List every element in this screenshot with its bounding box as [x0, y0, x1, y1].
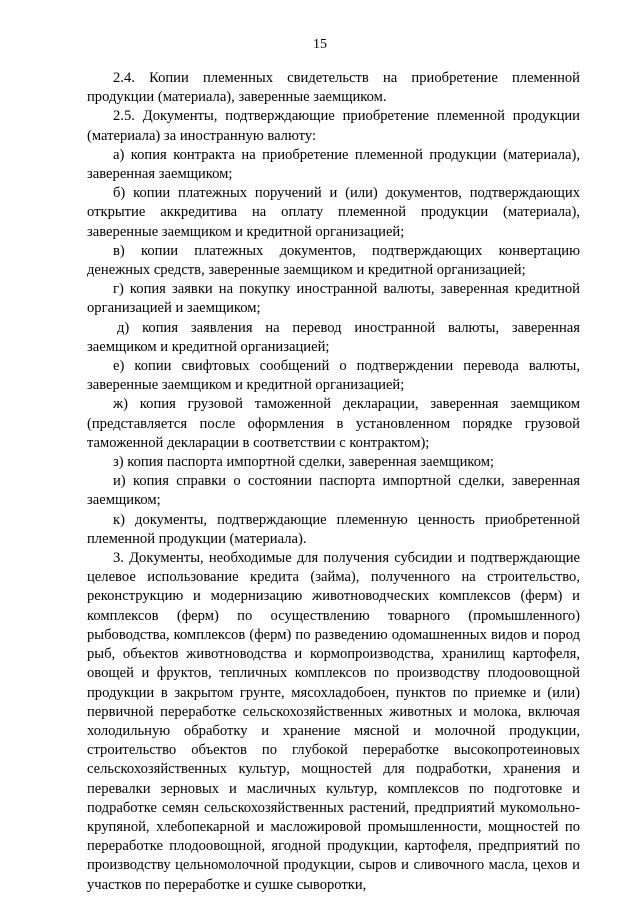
paragraph-2-4: 2.4. Копии племенных свидетельств на приобретение племенной продукции (материала), заверенные заемщиком.: [87, 70, 580, 106]
list-item-i: и) копия справки о состоянии паспорта импортной сделки, заверенная заемщиком;: [87, 473, 580, 509]
list-item-d: д) копия заявления на перевод иностранной валюты, заверенная заемщиком и кредитной организацией;: [87, 319, 580, 355]
list-item-b: б) копии платежных поручений и (или) документов, подтверждающих открытие аккредитива на оплату племенной продукции (материала), заверенные заемщиком и кредитной организацией;: [87, 185, 580, 240]
list-item-g: г) копия заявки на покупку иностранной валюты, заверенная кредитной организацией и заемщиком;: [87, 281, 580, 317]
list-item-zh: ж) копия грузовой таможенной декларации, заверенная заемщиком (представляется после оформления в установленном порядке грузовой таможенной декларации в соответствии с контрактом);: [87, 396, 580, 451]
list-item-z: з) копия паспорта импортной сделки, заверенная заемщиком;: [113, 454, 495, 471]
document-body: [87, 69, 580, 895]
list-item-k: к) документы, подтверждающие племенную ценность приобретенной племенной продукции (материала).: [87, 511, 580, 547]
list-item-a: а) копия контракта на приобретение племенной продукции (материала), заверенная заемщиком;: [87, 146, 580, 183]
page-number: 15: [313, 37, 327, 52]
list-item-e: е) копии свифтовых сообщений о подтверждении перевода валюты, заверенные заемщиком и кредитной организацией;: [87, 358, 580, 394]
paragraph-3: 3. Документы, необходимые для получения субсидии и подтверждающие целевое использование кредита (займа), полученного на строительство, реконструкцию и модернизацию животноводческих комплексов (ферм) и комплексов (ферм) по осуществлению товарного (промышленного) рыбоводства, комплексов (ферм) по разведению одомашненных видов и пород рыб, объектов животноводства и кормопроизводства, хранилищ картофеля, овощей и фруктов, тепличных комплексов по производству плодоовощной продукции в закрытом грунте, мясохладобоен, пунктов по приемке и (или) первичной переработке сельскохозяйственных животных и молока, включая холодильную обработку и хранение мясной и молочной продукции, строительство объектов по глубокой переработке высокопротеиновых сельскохозяйственных культур, мощностей для подработки, хранения и перевалки зерновых и масличных культур, комплексов по подготовке и подработке семян сельскохозяйственных растений, предприятий мукомольно-крупяной, хлебопекарной и масложировой промышленности, мощностей по переработке плодоовощной, ягодной продукции, картофеля, предприятий по производству цельномолочной продукции, сыров и сливочного масла, цехов и участков по переработке и сушке сыворотки,: [87, 550, 580, 893]
paragraph-2-5: 2.5. Документы, подтверждающие приобретение племенной продукции (материала) за иностранную валюту:: [87, 108, 580, 144]
list-item-v: в) копии платежных документов, подтверждающих конвертацию денежных средств, заверенные заемщиком и кредитной организацией;: [87, 242, 580, 279]
